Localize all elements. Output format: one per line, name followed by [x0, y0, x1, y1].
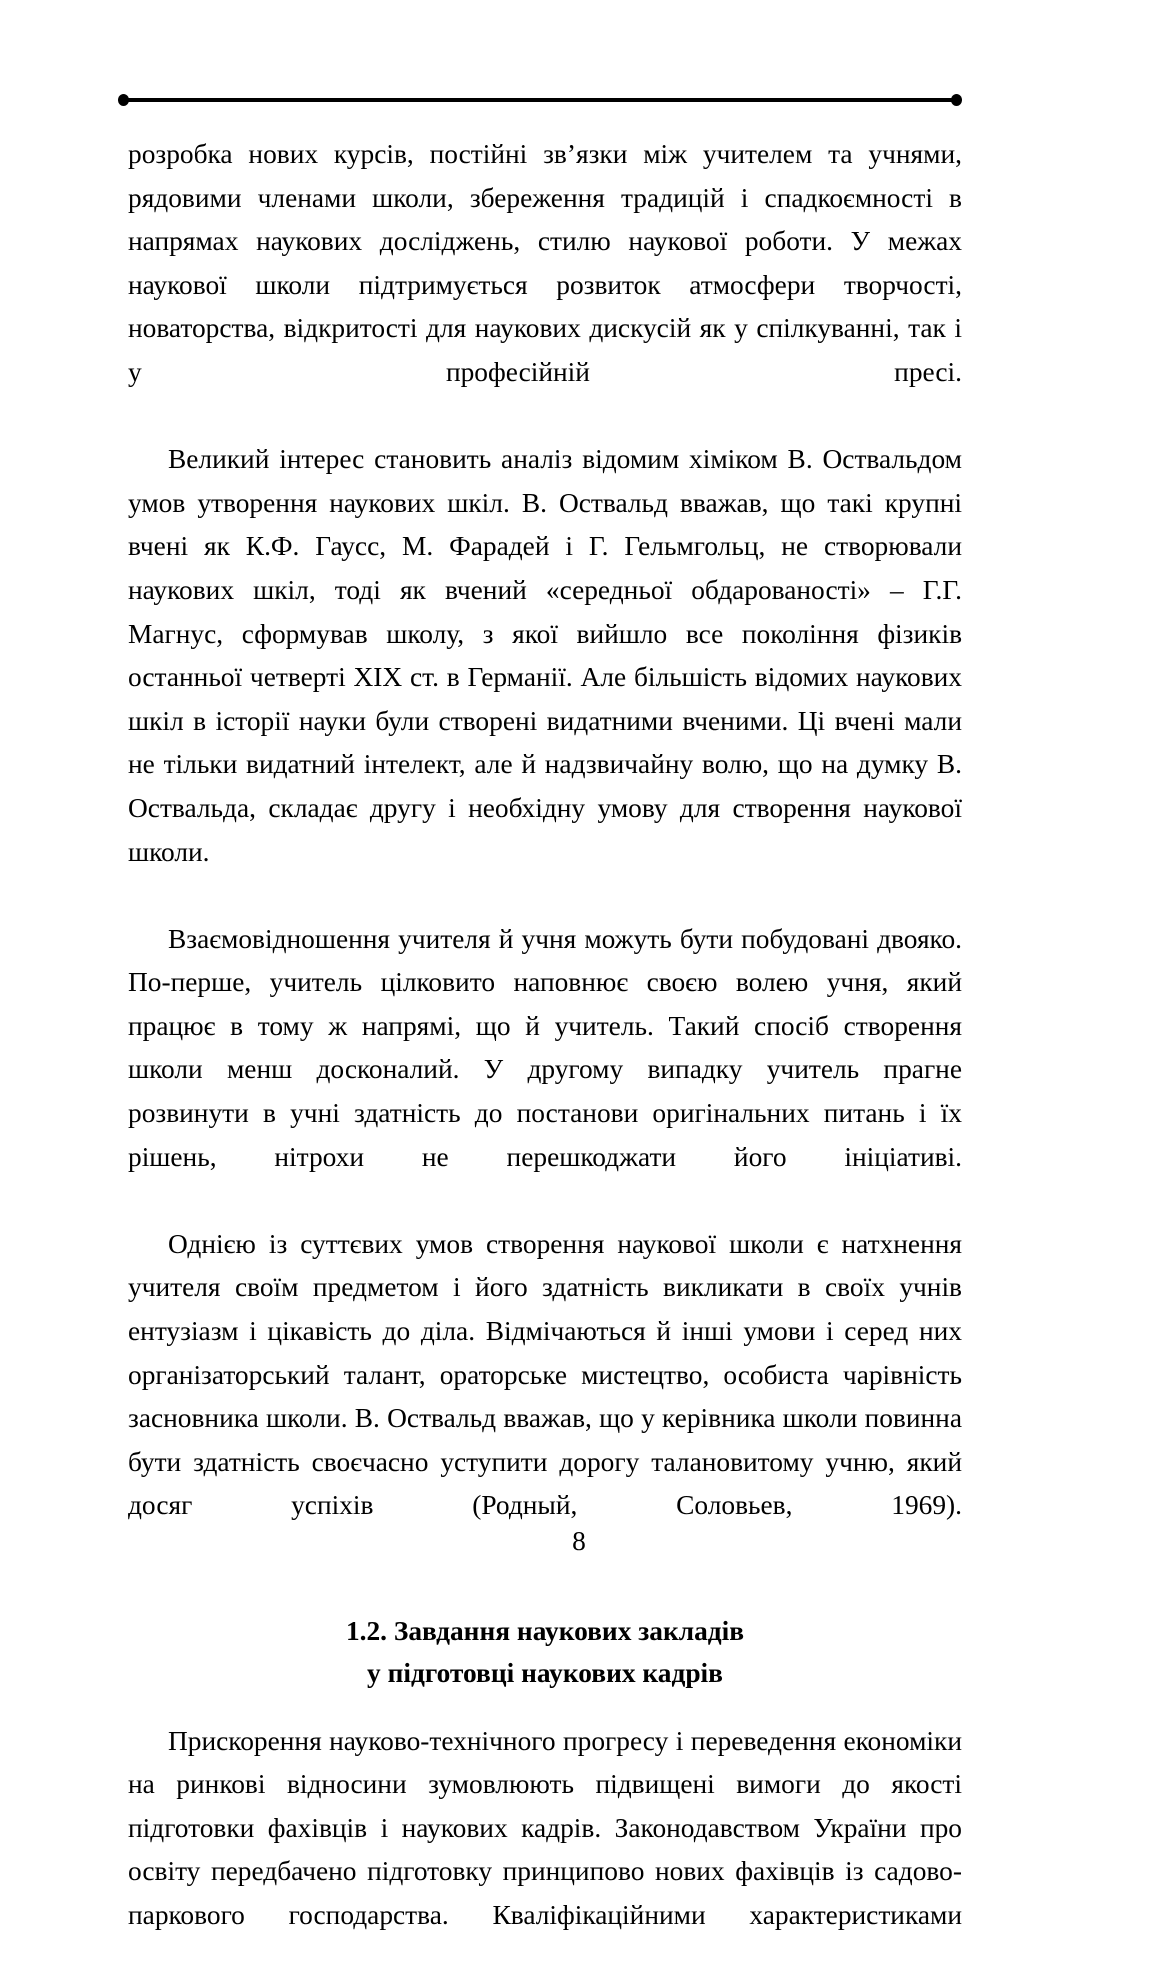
rule-bar [124, 98, 956, 102]
section-heading-line-1: 1.2. Завдання наукових закладів [345, 1615, 745, 1646]
paragraph-continued: розробка нових курсів, постійні зв’язки між учителем та учнями, рядовими членами школи, збереження традицій і спадкоємності в напрямах наукових досліджень, стилю наукової роботи. У межах наукової школи підтримується розвиток атмосфери творчості, новаторства, відкритості для наукових дискусій як у спілкуванні, так і у професійній пресі. [128, 139, 962, 387]
paragraph-progress: Прискорення науково-технічного прогресу і переведення економіки на ринкові відносини зумовлюють підвищені вимоги до якості підготовки фахівців і наукових кадрів. Законодавством України про освіту передбачено підготовку принципово нових фахівців із садово-паркового господарства. Кваліфікаційними характеристиками [128, 1725, 962, 1930]
text-column [128, 133, 962, 1981]
paragraph-inspiration: Однією із суттєвих умов створення наукової школи є натхнення учителя своїм предметом і його здатність викликати в своїх учнів ентузіазм і цікавість до діла. Відмічаються й інші умови і серед них організаторський талант, ораторське мистецтво, особиста чарівність засновника школи. В. Оствальд вважав, що у керівника школи повинна бути здатність своєчасно уступити дорогу талановитому учню, який досяг успіхів (Родный, Соловьев, 1969). [128, 1228, 962, 1521]
section-heading-line-2: у підготовці наукових кадрів [367, 1657, 723, 1688]
paragraph-ostwald: Великий інтерес становить аналіз відомим хіміком В. Оствальдом умов утворення наукових шкіл. В. Оствальд вважав, що такі крупні вчені як К.Ф. Гаусс, М. Фарадей і Г. Гельмгольц, не створювали наукових шкіл, тоді як вчений «середньої обдарованості» – Г.Г. Магнус, сформував школу, з якої вийшло все покоління фізиків останньої четверті XIX ст. в Германії. Але більшість відомих наукових шкіл в історії науки були створені видатними вченими. Ці вчені мали не тільки видатний інтелект, але й надзвичайну волю, що на думку В. Оствальда, складає другу і необхідну умову для створення наукової школи. [128, 444, 962, 867]
header-ornament-rule [118, 94, 962, 106]
section-heading [128, 1572, 962, 1720]
paragraph-teacher-student: Взаємовідношення учителя й учня можуть бути побудовані двояко. По-перше, учитель цілковито наповнює своєю волею учня, який працює в тому ж напрямі, що й учитель. Такий спосіб створення школи менш досконалий. У другому випадку учитель прагне розвинути в учні здатність до постанови оригінальних питань і їх рішень, нітрохи не перешкоджати його ініціативі. [128, 923, 962, 1172]
page-number: 8 [572, 1526, 586, 1556]
rule-end-dot-right-icon [951, 94, 962, 106]
